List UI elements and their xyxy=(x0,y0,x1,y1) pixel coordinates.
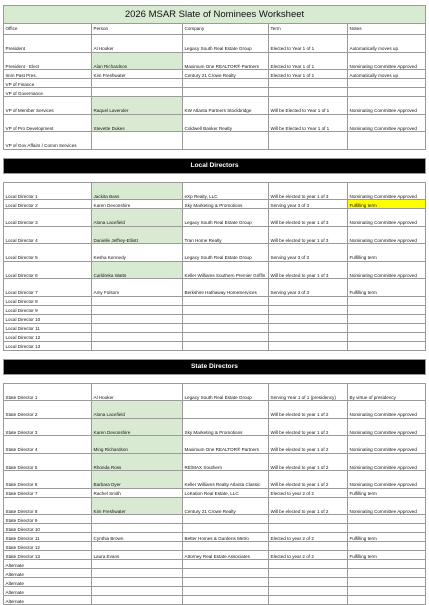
header-company[interactable]: Company xyxy=(183,24,269,35)
spacer-cell xyxy=(269,350,348,359)
alternate-row xyxy=(4,587,426,596)
state-director-row xyxy=(4,488,426,497)
term-cell[interactable]: Serving year 3 of 3 xyxy=(269,200,348,209)
spacer-row xyxy=(4,350,426,359)
alternate-label-cell[interactable]: Alternate xyxy=(4,587,92,596)
empty-cell[interactable] xyxy=(348,560,426,569)
term-cell[interactable] xyxy=(269,314,348,323)
term-cell[interactable]: Will be elected to year 1 of 3 xyxy=(269,261,348,279)
term-cell[interactable]: Will be elected to year 1 of 3 xyxy=(269,226,348,244)
office-cell[interactable]: VP of Member Services xyxy=(4,97,92,115)
company-cell[interactable]: Legacy South Real Estate Group xyxy=(183,383,269,401)
person-cell[interactable] xyxy=(92,524,183,533)
person-cell[interactable]: Al Hooker xyxy=(92,35,183,53)
alternate-label-cell[interactable]: Alternate xyxy=(4,596,92,605)
notes-cell[interactable]: By virtue of presidency xyxy=(348,383,426,401)
state-director-row xyxy=(4,471,426,489)
company-cell[interactable] xyxy=(183,515,269,524)
office-cell[interactable]: State Director 7 xyxy=(4,488,92,497)
term-cell[interactable] xyxy=(269,132,348,150)
alternate-row xyxy=(4,560,426,569)
spacer-cell xyxy=(4,149,92,158)
notes-cell[interactable]: Nominating Committee Approved xyxy=(348,453,426,471)
office-cell[interactable]: State Director 2 xyxy=(4,401,92,419)
nominees-table xyxy=(3,5,426,605)
notes-cell[interactable]: Fulfilling term xyxy=(348,244,426,262)
local-director-row xyxy=(4,244,426,262)
person-cell[interactable]: Cynthia Brown xyxy=(92,533,183,542)
notes-cell[interactable]: Nominating Committee Approved xyxy=(348,436,426,454)
person-cell[interactable] xyxy=(92,323,183,332)
office-cell[interactable]: Local Director 13 xyxy=(4,341,92,350)
company-cell[interactable]: RE/MAX Southern xyxy=(183,453,269,471)
person-cell[interactable] xyxy=(92,132,183,150)
person-cell[interactable]: Kim Freshwater xyxy=(92,497,183,515)
person-cell[interactable]: Al Hooker xyxy=(92,383,183,401)
notes-cell[interactable]: Nominating Committee Approved xyxy=(348,401,426,419)
local-director-row xyxy=(4,341,426,350)
office-cell[interactable]: VP of Governance xyxy=(4,88,92,97)
company-cell[interactable]: Legacy South Real Estate Group xyxy=(183,209,269,227)
term-cell[interactable] xyxy=(269,542,348,551)
alternate-label-cell[interactable]: Alternate xyxy=(4,560,92,569)
spacer-row xyxy=(4,173,426,182)
local-director-row xyxy=(4,323,426,332)
state-director-row xyxy=(4,542,426,551)
notes-cell[interactable]: Nominating Committee Approved xyxy=(348,226,426,244)
office-cell[interactable]: State Director 9 xyxy=(4,515,92,524)
spacer-cell xyxy=(183,350,269,359)
notes-cell[interactable] xyxy=(348,296,426,305)
officer-row xyxy=(4,114,426,132)
term-cell[interactable]: Will be elected to year 1 of 2 xyxy=(269,497,348,515)
local-director-row xyxy=(4,279,426,297)
office-cell[interactable]: Local Director 4 xyxy=(4,226,92,244)
term-cell[interactable]: Serving year 3 of 3 xyxy=(269,244,348,262)
spacer-cell xyxy=(183,374,269,383)
term-cell[interactable] xyxy=(269,88,348,97)
company-cell[interactable] xyxy=(183,542,269,551)
term-cell[interactable]: Will be elected to year 1 of 3 xyxy=(269,209,348,227)
empty-cell[interactable] xyxy=(269,596,348,605)
empty-cell[interactable] xyxy=(92,560,183,569)
company-cell[interactable]: Attorney Real Estate Associates xyxy=(183,551,269,560)
company-cell[interactable]: Century 21 Crowe Realty xyxy=(183,497,269,515)
state-directors-section-title: State Directors xyxy=(4,359,426,374)
office-cell[interactable]: Imm Past Pres. xyxy=(4,70,92,79)
notes-cell[interactable] xyxy=(348,79,426,88)
notes-cell[interactable]: Nominating Committee Approved xyxy=(348,182,426,200)
empty-cell[interactable] xyxy=(92,587,183,596)
company-cell[interactable]: Maximum One REALTOR® Partners xyxy=(183,52,269,70)
company-cell[interactable]: Legacy South Real Estate Group xyxy=(183,244,269,262)
spacer-cell xyxy=(92,374,183,383)
spacer-cell xyxy=(348,149,426,158)
officer-row xyxy=(4,70,426,79)
person-cell[interactable] xyxy=(92,296,183,305)
office-cell[interactable]: Local Director 7 xyxy=(4,279,92,297)
person-cell[interactable]: Carldreka Watts xyxy=(92,261,183,279)
office-cell[interactable]: VP of Pro Development xyxy=(4,114,92,132)
worksheet-title[interactable]: 2026 MSAR Slate of Nominees Worksheet xyxy=(4,6,426,24)
person-cell[interactable] xyxy=(92,341,183,350)
person-cell[interactable]: Laura Evans xyxy=(92,551,183,560)
term-cell[interactable]: Will be elected to year 1 of 3 xyxy=(269,182,348,200)
term-cell[interactable] xyxy=(269,341,348,350)
empty-cell[interactable] xyxy=(183,578,269,587)
empty-cell[interactable] xyxy=(183,560,269,569)
spacer-cell xyxy=(4,173,92,182)
header-person[interactable]: Person xyxy=(92,24,183,35)
person-cell[interactable]: Alona Lacefield xyxy=(92,209,183,227)
spacer-cell xyxy=(4,350,92,359)
person-cell[interactable]: Barbara Dyer xyxy=(92,471,183,489)
term-cell[interactable]: Will be Elected to Year 1 of 1 xyxy=(269,97,348,115)
local-director-row xyxy=(4,226,426,244)
company-cell[interactable]: Better Homes & Gardens Metro xyxy=(183,533,269,542)
notes-cell[interactable]: Nominating Committee Approved xyxy=(348,97,426,115)
term-cell[interactable]: Will be elected to year 1 of 2 xyxy=(269,471,348,489)
local-director-row xyxy=(4,296,426,305)
notes-cell[interactable]: Fulfilling term xyxy=(348,551,426,560)
empty-cell[interactable] xyxy=(348,578,426,587)
alternate-row xyxy=(4,578,426,587)
company-cell[interactable] xyxy=(183,296,269,305)
office-cell[interactable]: State Director 13 xyxy=(4,551,92,560)
person-cell[interactable]: Stevette Dukes xyxy=(92,114,183,132)
office-cell[interactable]: State Director 6 xyxy=(4,471,92,489)
empty-cell[interactable] xyxy=(348,596,426,605)
empty-cell[interactable] xyxy=(92,569,183,578)
spacer-cell xyxy=(92,350,183,359)
state-director-row xyxy=(4,533,426,542)
company-cell[interactable]: Berkshire Hathaway HomeServices xyxy=(183,279,269,297)
company-cell[interactable]: Keller Williams Southern Premier Griffin xyxy=(183,261,269,279)
office-cell[interactable]: President - Elect xyxy=(4,52,92,70)
local-director-row xyxy=(4,261,426,279)
local-director-row xyxy=(4,182,426,200)
spacer-cell xyxy=(269,374,348,383)
alternate-row xyxy=(4,596,426,605)
company-cell[interactable]: Sky Marketing & Promotions xyxy=(183,200,269,209)
state-director-row xyxy=(4,401,426,419)
spacer-cell xyxy=(348,350,426,359)
person-cell[interactable]: Danielle Jeffrey-Elliott xyxy=(92,226,183,244)
state-director-row xyxy=(4,515,426,524)
company-cell[interactable] xyxy=(183,401,269,419)
notes-cell[interactable]: Nominating Committee Approved xyxy=(348,471,426,489)
notes-cell[interactable] xyxy=(348,132,426,150)
person-cell[interactable]: Amy Folsom xyxy=(92,279,183,297)
office-cell[interactable]: State Director 5 xyxy=(4,453,92,471)
term-cell[interactable]: Elected to year 2 of 2 xyxy=(269,488,348,497)
term-cell[interactable]: Will be elected to year 1 of 2 xyxy=(269,453,348,471)
company-cell[interactable] xyxy=(183,524,269,533)
officer-row xyxy=(4,52,426,70)
company-cell[interactable]: LoKation Real Estate, LLC xyxy=(183,488,269,497)
notes-cell[interactable] xyxy=(348,341,426,350)
notes-cell[interactable]: Fulfilling term xyxy=(348,488,426,497)
term-cell[interactable]: Elected to Year 1 of 1 xyxy=(269,52,348,70)
nominees-worksheet xyxy=(3,5,425,605)
term-cell[interactable]: Elected to year 2 of 2 xyxy=(269,533,348,542)
state-director-row xyxy=(4,453,426,471)
office-cell[interactable]: State Director 4 xyxy=(4,436,92,454)
term-cell[interactable] xyxy=(269,515,348,524)
office-cell[interactable]: State Director 10 xyxy=(4,524,92,533)
term-cell[interactable] xyxy=(269,296,348,305)
person-cell[interactable]: Alan Richardson xyxy=(92,52,183,70)
term-cell[interactable]: Elected to Year 1 of 1 xyxy=(269,70,348,79)
office-cell[interactable]: Local Director 2 xyxy=(4,200,92,209)
office-cell[interactable]: Local Director 1 xyxy=(4,182,92,200)
term-cell[interactable] xyxy=(269,524,348,533)
local-directors-section-title: Local Directors xyxy=(4,158,426,173)
office-cell[interactable]: Local Director 12 xyxy=(4,332,92,341)
office-cell[interactable]: State Director 8 xyxy=(4,497,92,515)
office-cell[interactable]: Local Director 9 xyxy=(4,305,92,314)
notes-cell[interactable] xyxy=(348,314,426,323)
header-office[interactable]: Office xyxy=(4,24,92,35)
empty-cell[interactable] xyxy=(348,569,426,578)
term-cell[interactable]: Elected to Year 1 of 1 xyxy=(269,35,348,53)
notes-cell[interactable]: Nominating Committee Approved xyxy=(348,209,426,227)
empty-cell[interactable] xyxy=(92,578,183,587)
person-cell[interactable] xyxy=(92,88,183,97)
state-director-row xyxy=(4,436,426,454)
notes-cell[interactable] xyxy=(348,524,426,533)
header-notes[interactable]: Notes xyxy=(348,24,426,35)
state-director-row xyxy=(4,524,426,533)
person-cell[interactable]: Alona Lacefield xyxy=(92,401,183,419)
local-director-row xyxy=(4,305,426,314)
spacer-cell xyxy=(269,173,348,182)
person-cell[interactable]: Rachel Smith xyxy=(92,488,183,497)
alternate-label-cell[interactable]: Alternate xyxy=(4,569,92,578)
term-cell[interactable]: Will be elected to year 1 of 2 xyxy=(269,418,348,436)
office-cell[interactable]: Local Director 11 xyxy=(4,323,92,332)
alternate-label-cell[interactable]: Alternate xyxy=(4,578,92,587)
notes-cell[interactable] xyxy=(348,323,426,332)
title-row xyxy=(4,6,426,24)
local-director-row xyxy=(4,332,426,341)
local-director-row xyxy=(4,200,426,209)
company-cell[interactable]: Tran Home Realty xyxy=(183,226,269,244)
notes-cell[interactable] xyxy=(348,332,426,341)
notes-cell[interactable]: Nominating Committee Approved xyxy=(348,497,426,515)
officer-row xyxy=(4,79,426,88)
empty-cell[interactable] xyxy=(183,596,269,605)
empty-cell[interactable] xyxy=(92,596,183,605)
notes-cell[interactable]: Nominating Committee Approved xyxy=(348,114,426,132)
person-cell[interactable]: Jackita Bass xyxy=(92,182,183,200)
local-director-row xyxy=(4,314,426,323)
term-cell[interactable]: Will be elected to year 1 of 2 xyxy=(269,436,348,454)
local-directors-section-row xyxy=(4,158,426,173)
office-cell[interactable]: State Director 12 xyxy=(4,542,92,551)
state-director-row xyxy=(4,497,426,515)
person-cell[interactable] xyxy=(92,305,183,314)
notes-cell[interactable]: Automatically moves up xyxy=(348,70,426,79)
company-cell[interactable]: KW Atlanta Partners Stockbridge xyxy=(183,97,269,115)
company-cell[interactable] xyxy=(183,132,269,150)
person-cell[interactable] xyxy=(92,542,183,551)
person-cell[interactable]: Karen Devonshire xyxy=(92,200,183,209)
notes-cell[interactable] xyxy=(348,88,426,97)
state-directors-section-row xyxy=(4,359,426,374)
company-cell[interactable] xyxy=(183,341,269,350)
term-cell[interactable] xyxy=(269,323,348,332)
notes-cell[interactable] xyxy=(348,542,426,551)
spacer-row xyxy=(4,374,426,383)
spacer-cell xyxy=(348,374,426,383)
empty-cell[interactable] xyxy=(269,560,348,569)
local-director-row xyxy=(4,209,426,227)
spacer-cell xyxy=(269,149,348,158)
person-cell[interactable]: Ming Richardson xyxy=(92,436,183,454)
company-cell[interactable]: Sky Marketing & Promotions xyxy=(183,418,269,436)
notes-cell[interactable]: Nominating Committee Approved xyxy=(348,52,426,70)
term-cell[interactable]: Serving year 3 of 3 xyxy=(269,279,348,297)
company-cell[interactable]: Legacy South Real Estate Group xyxy=(183,35,269,53)
company-cell[interactable] xyxy=(183,88,269,97)
term-cell[interactable]: Serving Year 1 of 1 (presidency) xyxy=(269,383,348,401)
notes-cell[interactable]: Nominating Committee Approved xyxy=(348,261,426,279)
officer-row xyxy=(4,88,426,97)
term-cell[interactable]: Will be elected to year 1 of 2 xyxy=(269,401,348,419)
office-cell[interactable]: Local Director 3 xyxy=(4,209,92,227)
term-cell[interactable] xyxy=(269,79,348,88)
company-cell[interactable]: Century 21 Crowe Realty xyxy=(183,70,269,79)
empty-cell[interactable] xyxy=(183,569,269,578)
office-cell[interactable]: VP of Finance xyxy=(4,79,92,88)
company-cell[interactable] xyxy=(183,332,269,341)
header-term[interactable]: Term xyxy=(269,24,348,35)
office-cell[interactable]: Local Director 8 xyxy=(4,296,92,305)
officer-row xyxy=(4,132,426,150)
person-cell[interactable]: Kim Freshwater xyxy=(92,70,183,79)
company-cell[interactable]: Coldwell Banker Realty xyxy=(183,114,269,132)
person-cell[interactable]: Kesha Kennedy xyxy=(92,244,183,262)
office-cell[interactable]: State Director 11 xyxy=(4,533,92,542)
notes-cell[interactable]: Nominating Committee Approved xyxy=(348,418,426,436)
office-cell[interactable]: VP of Gov Affairs / Comm Services xyxy=(4,132,92,150)
spacer-cell xyxy=(183,149,269,158)
empty-cell[interactable] xyxy=(269,569,348,578)
empty-cell[interactable] xyxy=(183,587,269,596)
company-cell[interactable] xyxy=(183,323,269,332)
company-cell[interactable] xyxy=(183,79,269,88)
term-cell[interactable] xyxy=(269,305,348,314)
person-cell[interactable]: Raquel Lavender xyxy=(92,97,183,115)
office-cell[interactable]: Local Director 5 xyxy=(4,244,92,262)
office-cell[interactable]: Local Director 6 xyxy=(4,261,92,279)
spacer-cell xyxy=(183,173,269,182)
person-cell[interactable]: Rhonda Ross xyxy=(92,453,183,471)
empty-cell[interactable] xyxy=(348,587,426,596)
spacer-cell xyxy=(92,173,183,182)
alternate-row xyxy=(4,569,426,578)
state-director-row xyxy=(4,551,426,560)
spacer-row xyxy=(4,149,426,158)
company-cell[interactable]: Keller Williams Realty Atlanta Classic xyxy=(183,471,269,489)
term-cell[interactable]: Will be Elected to Year 1 of 1 xyxy=(269,114,348,132)
spacer-cell xyxy=(348,173,426,182)
office-cell[interactable]: State Director 1 xyxy=(4,383,92,401)
person-cell[interactable] xyxy=(92,332,183,341)
notes-cell[interactable] xyxy=(348,305,426,314)
term-cell[interactable] xyxy=(269,332,348,341)
spacer-cell xyxy=(4,374,92,383)
person-cell[interactable] xyxy=(92,515,183,524)
person-cell[interactable] xyxy=(92,314,183,323)
state-director-row xyxy=(4,383,426,401)
person-cell[interactable] xyxy=(92,79,183,88)
office-cell[interactable]: Local Director 10 xyxy=(4,314,92,323)
office-cell[interactable]: State Director 3 xyxy=(4,418,92,436)
notes-cell[interactable]: Fulfilling term xyxy=(348,533,426,542)
company-cell[interactable] xyxy=(183,314,269,323)
header-row xyxy=(4,24,426,35)
company-cell[interactable]: Maximum One REALTOR® Partners xyxy=(183,436,269,454)
company-cell[interactable]: eXp Realty, LLC xyxy=(183,182,269,200)
notes-cell[interactable]: Fulfilling term xyxy=(348,200,426,209)
notes-cell[interactable]: Automatically moves up xyxy=(348,35,426,53)
office-cell[interactable]: President xyxy=(4,35,92,53)
officer-row xyxy=(4,35,426,53)
spacer-cell xyxy=(92,149,183,158)
state-director-row xyxy=(4,418,426,436)
term-cell[interactable]: Elected to year 2 of 2 xyxy=(269,551,348,560)
notes-cell[interactable]: Fulfilling term xyxy=(348,279,426,297)
notes-cell[interactable] xyxy=(348,515,426,524)
officer-row xyxy=(4,97,426,115)
company-cell[interactable] xyxy=(183,305,269,314)
person-cell[interactable]: Karen Devonshire xyxy=(92,418,183,436)
empty-cell[interactable] xyxy=(269,578,348,587)
empty-cell[interactable] xyxy=(269,587,348,596)
